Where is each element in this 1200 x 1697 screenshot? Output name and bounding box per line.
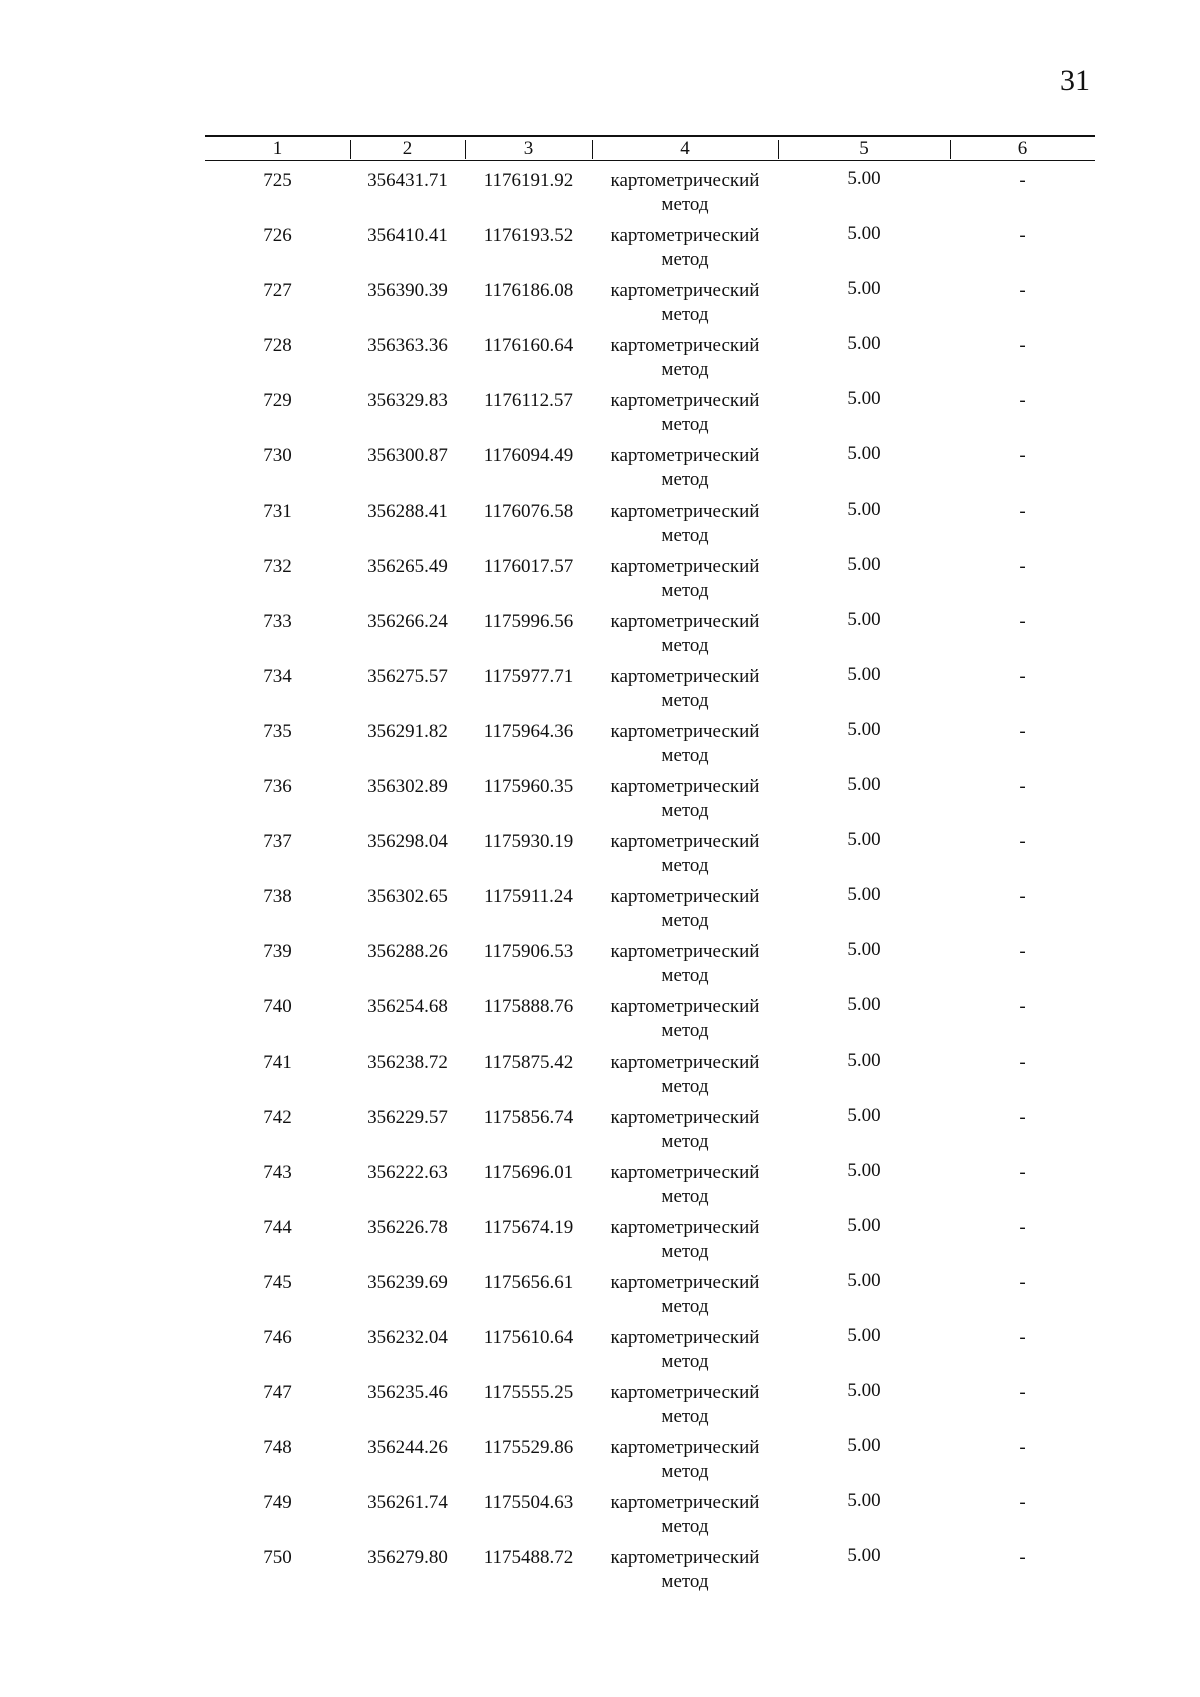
determination-method: [592, 444, 778, 492]
table-header-row: [205, 135, 1095, 161]
point-number: 733: [263, 610, 292, 632]
determination-method: [592, 1271, 778, 1319]
coordinate-y: 1176076.58: [483, 500, 574, 522]
determination-method: [592, 775, 778, 823]
coordinate-y: 1175964.36: [483, 720, 574, 742]
coordinate-x: 356222.63: [367, 1161, 448, 1183]
accuracy-value: 5.00: [847, 1104, 881, 1126]
column-header-1: 1: [272, 138, 283, 159]
determination-method: [592, 279, 778, 327]
point-number: 730: [263, 445, 292, 467]
coordinate-x: 356302.65: [367, 886, 448, 908]
method-line-2: метод: [661, 1130, 709, 1152]
determination-method: [592, 389, 778, 437]
point-number: 729: [263, 390, 292, 412]
method-line-1: картометрический: [610, 1161, 760, 1183]
coordinate-x: 356275.57: [367, 665, 448, 687]
column-header-3: 3: [523, 138, 534, 159]
note-value: -: [1019, 500, 1026, 522]
method-line-2: метод: [661, 249, 709, 271]
accuracy-value: 5.00: [847, 1049, 881, 1071]
coordinate-y: 1175930.19: [483, 831, 574, 853]
column-header-2: 2: [402, 138, 413, 159]
determination-method: [592, 334, 778, 382]
table-row: [205, 1428, 1095, 1483]
method-line-1: картометрический: [610, 445, 760, 467]
method-line-1: картометрический: [610, 1216, 760, 1238]
point-number: 747: [263, 1382, 292, 1404]
table-row: [205, 1263, 1095, 1318]
point-number: 742: [263, 1106, 292, 1128]
point-number: 746: [263, 1326, 292, 1348]
accuracy-value: 5.00: [847, 553, 881, 575]
note-value: -: [1019, 1271, 1026, 1293]
accuracy-value: 5.00: [847, 1159, 881, 1181]
method-line-1: картометрический: [610, 1106, 760, 1128]
note-value: -: [1019, 225, 1026, 247]
coordinate-y: 1175856.74: [483, 1106, 574, 1128]
coordinate-x: 356261.74: [367, 1492, 448, 1514]
method-line-1: картометрический: [610, 170, 760, 191]
point-number: 725: [263, 170, 292, 191]
method-line-2: метод: [661, 1240, 709, 1262]
accuracy-value: 5.00: [847, 388, 881, 410]
table-row: [205, 822, 1095, 877]
table-row: [205, 1538, 1095, 1593]
determination-method: [592, 1436, 778, 1484]
method-line-2: метод: [661, 1350, 709, 1372]
point-number: 738: [263, 886, 292, 908]
accuracy-value: 5.00: [847, 443, 881, 465]
coordinate-x: 356329.83: [367, 390, 448, 412]
method-line-1: картометрический: [610, 555, 760, 577]
coordinate-y: 1175656.61: [483, 1271, 574, 1293]
note-value: -: [1019, 1547, 1026, 1569]
note-value: -: [1019, 831, 1026, 853]
note-value: -: [1019, 1382, 1026, 1404]
table-row: [205, 216, 1095, 271]
coordinate-x: 356300.87: [367, 445, 448, 467]
method-line-2: метод: [661, 1020, 709, 1042]
note-value: -: [1019, 390, 1026, 412]
table-body: [205, 161, 1095, 1593]
table-row: [205, 492, 1095, 547]
point-number: 745: [263, 1271, 292, 1293]
determination-method: [592, 1381, 778, 1429]
point-number: 727: [263, 280, 292, 302]
method-line-2: метод: [661, 1406, 709, 1428]
method-line-1: картометрический: [610, 886, 760, 908]
method-line-2: метод: [661, 744, 709, 766]
coordinate-x: 356239.69: [367, 1271, 448, 1293]
coordinate-y: 1175911.24: [484, 886, 573, 908]
method-line-1: картометрический: [610, 280, 760, 302]
accuracy-value: 5.00: [847, 1324, 881, 1346]
accuracy-value: 5.00: [847, 1490, 881, 1512]
table-row: [205, 161, 1095, 216]
table-row: [205, 436, 1095, 491]
point-number: 744: [263, 1216, 292, 1238]
determination-method: [592, 830, 778, 878]
accuracy-value: 5.00: [847, 663, 881, 685]
coordinate-y: 1176160.64: [483, 335, 574, 357]
table-row: [205, 547, 1095, 602]
method-line-1: картометрический: [610, 1382, 760, 1404]
determination-method: [592, 720, 778, 768]
accuracy-value: 5.00: [847, 718, 881, 740]
method-line-2: метод: [661, 194, 709, 215]
column-header-6: 6: [1017, 138, 1028, 159]
accuracy-value: 5.00: [847, 994, 881, 1016]
determination-method: [592, 610, 778, 658]
method-line-1: картометрический: [610, 390, 760, 412]
determination-method: [592, 885, 778, 933]
note-value: -: [1019, 720, 1026, 742]
method-line-1: картометрический: [610, 1051, 760, 1073]
coordinate-y: 1176186.08: [483, 280, 574, 302]
coordinate-y: 1176017.57: [483, 555, 574, 577]
coordinate-x: 356226.78: [367, 1216, 448, 1238]
accuracy-value: 5.00: [847, 1214, 881, 1236]
method-line-1: картометрический: [610, 996, 760, 1018]
method-line-2: метод: [661, 359, 709, 381]
coordinate-y: 1175996.56: [483, 610, 574, 632]
point-number: 732: [263, 555, 292, 577]
note-value: -: [1019, 335, 1026, 357]
method-line-1: картометрический: [610, 1326, 760, 1348]
determination-method: [592, 940, 778, 988]
method-line-2: метод: [661, 634, 709, 656]
coordinate-y: 1175977.71: [483, 665, 574, 687]
method-line-1: картометрический: [610, 720, 760, 742]
coordinate-x: 356265.49: [367, 555, 448, 577]
method-line-2: метод: [661, 1185, 709, 1207]
coordinate-x: 356288.41: [367, 500, 448, 522]
coordinate-x: 356266.24: [367, 610, 448, 632]
method-line-1: картометрический: [610, 335, 760, 357]
note-value: -: [1019, 776, 1026, 798]
note-value: -: [1019, 1216, 1026, 1238]
point-number: 737: [263, 831, 292, 853]
point-number: 750: [263, 1547, 292, 1569]
method-line-1: картометрический: [610, 1437, 760, 1459]
point-number: 740: [263, 996, 292, 1018]
accuracy-value: 5.00: [847, 1380, 881, 1402]
point-number: 743: [263, 1161, 292, 1183]
table-row: [205, 1373, 1095, 1428]
determination-method: [592, 1161, 778, 1209]
method-line-2: метод: [661, 579, 709, 601]
coordinate-x: 356279.80: [367, 1547, 448, 1569]
accuracy-value: 5.00: [847, 168, 881, 189]
table-row: [205, 602, 1095, 657]
method-line-2: метод: [661, 1461, 709, 1483]
determination-method: [592, 1051, 778, 1099]
point-number: 726: [263, 225, 292, 247]
method-line-2: метод: [661, 1571, 709, 1593]
note-value: -: [1019, 886, 1026, 908]
note-value: -: [1019, 170, 1026, 191]
coordinate-x: 356244.26: [367, 1437, 448, 1459]
note-value: -: [1019, 1161, 1026, 1183]
point-number: 731: [263, 500, 292, 522]
point-number: 741: [263, 1051, 292, 1073]
method-line-1: картометрический: [610, 941, 760, 963]
coordinate-x: 356254.68: [367, 996, 448, 1018]
table-row: [205, 1483, 1095, 1538]
coordinate-y: 1175888.76: [483, 996, 574, 1018]
coordinate-y: 1175696.01: [483, 1161, 574, 1183]
coordinate-y: 1175674.19: [483, 1216, 574, 1238]
accuracy-value: 5.00: [847, 939, 881, 961]
coordinate-y: 1175504.63: [483, 1492, 574, 1514]
method-line-2: метод: [661, 524, 709, 546]
coordinate-y: 1176112.57: [484, 390, 573, 412]
note-value: -: [1019, 941, 1026, 963]
method-line-2: метод: [661, 689, 709, 711]
coordinate-x: 356363.36: [367, 335, 448, 357]
method-line-1: картометрический: [610, 610, 760, 632]
table-row: [205, 1153, 1095, 1208]
method-line-1: картометрический: [610, 776, 760, 798]
method-line-1: картометрический: [610, 1271, 760, 1293]
table-row: [205, 712, 1095, 767]
determination-method: [592, 555, 778, 603]
coordinate-x: 356431.71: [367, 170, 448, 191]
determination-method: [592, 665, 778, 713]
coordinate-x: 356410.41: [367, 225, 448, 247]
method-line-2: метод: [661, 800, 709, 822]
point-number: 735: [263, 720, 292, 742]
column-header-4: 4: [680, 138, 690, 159]
method-line-1: картометрический: [610, 831, 760, 853]
page-number: 31: [1060, 64, 1090, 97]
table-row: [205, 657, 1095, 712]
determination-method: [592, 1491, 778, 1539]
coordinate-x: 356288.26: [367, 941, 448, 963]
point-number: 736: [263, 776, 292, 798]
accuracy-value: 5.00: [847, 498, 881, 520]
accuracy-value: 5.00: [847, 884, 881, 906]
method-line-2: метод: [661, 304, 709, 326]
table-row: [205, 767, 1095, 822]
point-number: 728: [263, 335, 292, 357]
method-line-2: метод: [661, 1295, 709, 1317]
column-header-5: 5: [859, 138, 869, 159]
method-line-2: метод: [661, 910, 709, 932]
note-value: -: [1019, 1106, 1026, 1128]
note-value: -: [1019, 1051, 1026, 1073]
coordinate-x: 356298.04: [367, 831, 448, 853]
table-row: [205, 1208, 1095, 1263]
table-row: [205, 932, 1095, 987]
method-line-1: картометрический: [610, 1492, 760, 1514]
coordinates-table: [205, 135, 1095, 1593]
determination-method: [592, 1106, 778, 1154]
table-row: [205, 1043, 1095, 1098]
coordinate-x: 356291.82: [367, 720, 448, 742]
determination-method: [592, 1326, 778, 1374]
note-value: -: [1019, 1326, 1026, 1348]
determination-method: [592, 1216, 778, 1264]
method-line-1: картометрический: [610, 665, 760, 687]
coordinate-x: 356232.04: [367, 1326, 448, 1348]
accuracy-value: 5.00: [847, 774, 881, 796]
coordinate-y: 1175529.86: [483, 1437, 574, 1459]
method-line-2: метод: [661, 1075, 709, 1097]
coordinate-y: 1175875.42: [483, 1051, 574, 1073]
table-row: [205, 987, 1095, 1042]
note-value: -: [1019, 445, 1026, 467]
determination-method: [592, 995, 778, 1043]
note-value: -: [1019, 996, 1026, 1018]
coordinate-y: 1176193.52: [483, 225, 574, 247]
table-row: [205, 326, 1095, 381]
method-line-2: метод: [661, 855, 709, 877]
coordinate-x: 356235.46: [367, 1382, 448, 1404]
method-line-1: картометрический: [610, 500, 760, 522]
accuracy-value: 5.00: [847, 608, 881, 630]
accuracy-value: 5.00: [847, 1545, 881, 1567]
coordinate-x: 356229.57: [367, 1106, 448, 1128]
coordinate-y: 1175488.72: [483, 1547, 574, 1569]
note-value: -: [1019, 1437, 1026, 1459]
method-line-2: метод: [661, 1516, 709, 1538]
accuracy-value: 5.00: [847, 1435, 881, 1457]
point-number: 739: [263, 941, 292, 963]
point-number: 749: [263, 1492, 292, 1514]
coordinate-y: 1176191.92: [483, 170, 574, 191]
note-value: -: [1019, 610, 1026, 632]
coordinate-y: 1176094.49: [483, 445, 574, 467]
coordinate-x: 356390.39: [367, 280, 448, 302]
coordinate-y: 1175906.53: [483, 941, 574, 963]
accuracy-value: 5.00: [847, 333, 881, 355]
method-line-1: картометрический: [610, 1547, 760, 1569]
note-value: -: [1019, 1492, 1026, 1514]
determination-method: [592, 500, 778, 548]
point-number: 734: [263, 665, 292, 687]
accuracy-value: 5.00: [847, 829, 881, 851]
coordinate-y: 1175555.25: [483, 1382, 574, 1404]
method-line-2: метод: [661, 414, 709, 436]
method-line-1: картометрический: [610, 225, 760, 247]
determination-method: [592, 1546, 778, 1594]
accuracy-value: 5.00: [847, 223, 881, 245]
point-number: 748: [263, 1437, 292, 1459]
table-row: [205, 877, 1095, 932]
table-row: [205, 271, 1095, 326]
method-line-2: метод: [661, 965, 709, 987]
method-line-2: метод: [661, 469, 709, 491]
determination-method: [592, 169, 778, 217]
note-value: -: [1019, 665, 1026, 687]
table-row: [205, 1318, 1095, 1373]
note-value: -: [1019, 555, 1026, 577]
determination-method: [592, 224, 778, 272]
coordinate-x: 356238.72: [367, 1051, 448, 1073]
coordinate-x: 356302.89: [367, 776, 448, 798]
coordinate-y: 1175610.64: [483, 1326, 574, 1348]
note-value: -: [1019, 280, 1026, 302]
accuracy-value: 5.00: [847, 278, 881, 300]
table-row: [205, 1098, 1095, 1153]
table-row: [205, 381, 1095, 436]
accuracy-value: 5.00: [847, 1269, 881, 1291]
coordinate-y: 1175960.35: [483, 776, 574, 798]
